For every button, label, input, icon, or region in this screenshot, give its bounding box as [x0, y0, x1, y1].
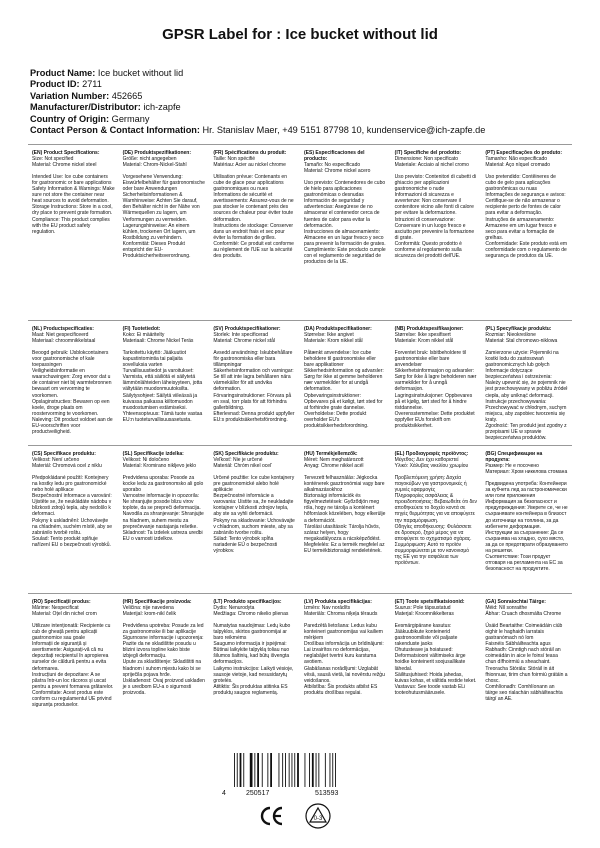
spec-heading: (DE) Produktspezifikationen:: [122, 150, 191, 156]
spec-heading: (ET) Toote spetsifikatsioonid:: [394, 599, 465, 605]
product-name-row: [30, 68, 485, 79]
product-id-row: [30, 79, 485, 90]
spec-text: Velikost: Není určeno Materiál: Chromová ocel z niklu Předpokládané použití: Kontejnery na kostky ledu pro gastronomické nebo holé aplikace Bezpečnostní informace a varování: Ujistěte se, že neukládáte nádobu v blízkosti zdrojů tepla, aby nedošlo k deformaci. Pokyny k uskladnění: Uchovávejte na chladném, suchém místě, aby se zabránilo tvorbě roštu. Soulad: Tento produkt splňuje nařízení EU o bezpečnosti výrobků.: [32, 457, 113, 548]
barcode-group-2: 513593: [315, 790, 339, 797]
spec-heading: (LV) Produkta specifikācijas:: [303, 599, 372, 605]
ce-mark-icon: [260, 805, 284, 827]
spec-heading: (SK) Špecifikácie produktu:: [213, 451, 279, 457]
spec-block-bg: [481, 451, 572, 583]
spec-text: Izmērs: Nav norādīts Materiāls: Chroma niķeļa tērauds Paredzētā lietošana: Ledus kubu konteineri gastronomijas vai kailiem mērķiem Drošības informācija un brīdinājumi: Lai izvairītos no deformācijas, neglabājiet tvertni kuru karstuma avotiem. Glabāšanas norādījumi: Uzglabāt vēsā, sausā vietā, lai novērstu režģu veidošanos. Atbilstība: Šis produkts atbilst ES produktu drošības regulai.: [303, 605, 385, 696]
barcode-bar: [325, 753, 326, 787]
spec-heading: (NL) Productspecificaties:: [32, 326, 94, 332]
barcode-bar: [262, 753, 263, 787]
spec-text: Koko: Ei määritelty Materiaali: Chrome Nickel Teräs Tarkoitettu käyttö: Jääkuutiot kapustintomintia tai paljaita sovelluksia varten Turvallisuustiedot ja varoitukset: Varmista, että säiliötä ei säilytetä lämmönlähteiden läheisyyteen, jotta vältytään muodonmuutoksilta. Säilytysohjeet: Säilytä viileässä ja kuivassa paikassa kiiltomuodon muodostumisen estämiseksi. Yhteensopivuus: Tämä tuote vastaa EU:n tuoteturvallisuusasetusta.: [122, 332, 203, 423]
spec-text: Veľkosť: Nie je určené Materiál: Chróm nikel oceľ Určené použitie: Ice cube kontajnery pre gastronomické alebo holé aplikácie Bezpečnostné informácie a varovania: Uistite sa, že neukladajte kontajner v blízkosti zdrojov tepla, aby ste sa vyhli deformácii. Pokyny na skladovanie: Uchovávajte v chladnom, suchom mieste, aby sa zabránilo tvorbe roštu. Súlad: Tento výrobok spĺňa nariadenie EÚ o bezpečnosti výrobkov.: [213, 457, 295, 554]
barcode-bar: [330, 753, 331, 787]
spec-heading: (RO) Specificații produs:: [32, 599, 91, 605]
barcode-bar: [292, 753, 293, 787]
page-title: GPSR Label for : Ice bucket without lid: [162, 26, 438, 43]
barcode-bar: [285, 753, 286, 787]
spec-heading: (EN) Product Specifications:: [32, 150, 100, 156]
spec-block-et: [391, 599, 482, 739]
product-name-label: Product Name:: [30, 68, 96, 78]
spec-row-1: [28, 150, 572, 298]
spec-text: Maat: Niet gespecificeerd Materiaal: chroomnikkelstaal Beoogd gebruik: IJsblokcontainers voor gastronomische of kale toepassingen Veiligheidsinformatie en waarschuwingen: Zorg ervoor dat u de container niet bij warmtebronnen bewaart om vervorming te voorkomen. Opslaginstructies: Bewaren op een koele, droge plaats om roostervorming te voorkomen. Naleving: Dit product voldoet aan de EU-voorschriften voor productveiligheid.: [32, 332, 113, 435]
spec-block-da: [300, 326, 391, 444]
spec-text: Size: Not specified Material: Chrome nickel steel Intended Use: Ice cube containers for gastronomic or bare applications Safety Information & Warnings: Make sure not store the container near heat sources to avoid deformation. Storage Instructions: Store in a cool, dry place to prevent grate formation. Compliance: This product complies with the EU product safety regulation.: [32, 156, 115, 235]
origin-row: [30, 114, 485, 125]
divider: [28, 144, 572, 145]
spec-block-fi: [119, 326, 210, 444]
spec-text: Tamaño: No especificado Material: Chrome nickel acero Uso previsto: Contenedores de cubo de hielo para aplicaciones gastronómicas o desnudas Información de seguridad y advertencias: Asegúrese de no almacenar el contenedor cerca de fuentes de calor para evitar la deformación. Instrucciones de almacenamiento: Almacene en un lugar fresco y seco para prevenir la formación de grates. Cumplimiento: Este producto cumple con el reglamento de seguridad de productos de la UE.: [303, 162, 386, 265]
spec-text: Størrelse: Ikke angivet Materiale: Krom nikkel stål Påtænkt anvendelse: Ice cube beholdere til gastronomiske eller bare applikationer Sikkerhedsinformation og advarsler: Sørg for ikke at gemme beholderen nær varmekilder for at undgå deformation. Opbevaringsinstruktioner: Opbevares på et køligt, tørt sted for at forhindre grate dannelse. Overholdelse: Dette produkt overholder EU's produktsikkerhedsforordning.: [303, 332, 384, 429]
manufacturer-row: [30, 102, 485, 113]
spec-text: Μέγεθος: Δεν έχει καθοριστεί Υλικό: Χάλυβας νικελίου χρωμίου Προβλεπόμενη χρήση: Δοχεία παγοκύβων για γαστρονομικές ή γυμνές εφαρμογές Πληροφορίες ασφάλειας & προειδοποιήσεις: Βεβαιωθείτε ότι δεν αποθηκεύετε το δοχείο κοντά σε πηγές θερμότητας για να αποφύγετε την παραμόρφωση. Οδηγίες αποθήκευσης: Φυλάσσετε σε δροσερό, ξηρό μέρος για να αποφύγετε το σχηματισμό σχάρας. Συμμόρφωση: Αυτό το προϊόν συμμορφώνεται με τον κανονισμό της ΕΕ για την ασφάλεια των προϊόντων.: [394, 457, 477, 566]
spec-text: Tamanho: Não especificado Material: Aço níquel cromado Uso pretendido: Contêineres de cubo de gelo para aplicações gastronômicas ou nuas Informações de segurança e avisos: Certifique-se de não armazenar o recipiente perto de fontes de calor para evitar a deformação. Instruções de armazenamento: Armazene em um lugar fresco e seco para evitar a formação de grelhas. Conformidade: Este produto está em conformidade com o regulamento de segurança de produtos da UE.: [485, 156, 568, 259]
spec-text: Mărime: Nespecificat Material: Oțel din nichel crom Utilizare intenționată: Recipiente cu cub de gheață pentru aplicații gastronomice sau goale Informații de siguranță și avertismente: Asigurați-vă că nu depozitați recipientul în apropierea surselor de căldură pentru a evita deformarea. Instrucțiuni de depozitare: A se păstra într-un loc răcoros și uscat pentru a preveni formarea grătarelor. Conformitate: Acest produs este conform cu regulamentul UE privind siguranța produselor.: [32, 605, 114, 708]
spec-text: Размер: Не е посочено Материал: Хром никелова стомана Предвидена употреба: Контейнери за кубчета лед за гастрономически или голи приложения Информация за безопасност и предупреждения: Уверете се, че не съхранявате контейнера в близост до източници на топлина, за да избегнете деформация. Инструкции за съхранение: Да се съхранява на хладно, сухо място, за да се предотврати образуването на решетки. Съответствие: Този продукт отговаря на регламента на ЕС за безопасност на продуктите.: [485, 463, 568, 572]
barcode-bar: [289, 753, 290, 787]
spec-text: Méret: Nem meghatározott Anyag: Chrome nikkel acél Tervezett felhasználás: Jégkocka konténerek gasztronómiai vagy bare alkalmazásokhoz Biztonsági információk és figyelmeztetések: Győződjön meg róla, hogy ne tárolja a konténert hőforrások közelében, hogy elkerülje a deformációt. Tárolási utasítások: Tárolja hűvös, száraz helyen, hogy megakadályozza a rácsképződést. Megfelelés: Ez a termék megfelel az EU termékbiztonsági rendeletének.: [303, 457, 386, 554]
spec-block-el: [391, 451, 482, 583]
product-id-label: Product ID:: [30, 79, 80, 90]
barcode-bar: [297, 753, 299, 787]
spec-block-ga: [481, 599, 572, 739]
spec-text: Méid: Níl sonraithe Ábhar: Cruach dhosmálta Chrome Úsáid Beartaithe: Coimeádáin ciúb oighir le haghaidh iarratais gastranómach nó lom Faisnéis Sábháilteachta agus Rabhadh: Cinntigh nach stóráil an coimeádán in aice le foinsí teasa chun dífhoirmiú a sheachaint. Treoracha Stórála: Stóráil in áit fhionnuar, tirim chun foirmiú grátáin a chosc. Comhlíonadh: Comhlíonann an táirge seo rialachán sábháilteachta táirgí an AE.: [485, 605, 568, 702]
origin-value: Germany: [111, 113, 150, 124]
barcode-bar: [312, 753, 314, 787]
spec-text: Suurus: Pole täpsustatud Materjal: Kroomnikkelteras Eesmärgipärane kasutus: Jääkuubikute konteinerid gastronoomiliste või paljaste rakenduste jaoks Ohutusteave ja hoiatused: Deformatsiooni vältimiseks ärge hoidke konteinerit soojusallikate lähedal. Säilitusjuhised: Hoida jahedas, kuivas kohas, et vältida restide teket. Vastavus: See toode vastab ELi tooteohutusmäärusele.: [394, 605, 477, 696]
contact-label: Contact Person & Contact Information:: [30, 125, 200, 136]
spec-text: Størrelse: Ikke spesifisert Materiale: Krom nikkel stål Forventet bruk: Isbitbeholdere til gastronomiske eller bare anvendelser Sikkerhetsinformasjon og advarsler: Sørg for ikke å lagre beholderen nær varmekilder for å unngå deformasjon. Lagringsinstruksjoner: Oppbevares på et kjølig, tørt sted for å hindre ristdannelse. Overensstemmelse: Dette produktet oppfyller EUs forskrift om produktsikkerhet.: [394, 332, 477, 429]
spec-block-sl: [119, 451, 210, 583]
spec-block-es: [300, 150, 391, 298]
spec-heading: (HR) Specifikacije proizvoda:: [122, 599, 192, 605]
spec-block-de: [119, 150, 210, 298]
barcode-bar: [305, 753, 306, 787]
barcode-bar: [257, 753, 259, 787]
barcode-bar: [267, 753, 268, 787]
spec-block-sk: [209, 451, 300, 583]
spec-heading: (PT) Especificações do produto:: [485, 150, 563, 156]
spec-block-pt: [481, 150, 572, 298]
contact-row: [30, 125, 485, 136]
spec-block-ro: [28, 599, 119, 739]
spec-heading: (SL) Specifikacije izdelka:: [122, 451, 184, 457]
spec-heading: (PL) Specyfikacje produktu:: [485, 326, 552, 332]
spec-block-nl: [28, 326, 119, 444]
barcode-group-1: 250517: [246, 790, 270, 797]
spec-heading: (IT) Specifiche del prodotto:: [394, 150, 462, 156]
barcode-left-digit: 4: [222, 790, 226, 797]
spec-block-en: [28, 150, 119, 298]
barcode-bar: [250, 753, 253, 787]
spec-heading: (HU) Termékjellemzők:: [303, 451, 358, 457]
spec-heading: (ES) Especificaciones del producto:: [303, 150, 365, 163]
spec-text: Velikost: Ni določeno Material: Kromirano nikljevo jeklo Predvidena uporaba: Posode za kocke ledu za gastronomsko ali golo uporabo Varnostne informacije in opozorila: Ne shranjujte posode blizu virov toplote, da se prepreči deformacija. Navodila za shranjevanje: Shranjujte na hladnem, suhem mestu za preprečevanje nastajanja rešetke. Skladnost: Ta izdelek ustreza uredbi EU o varnosti izdelkov.: [122, 457, 204, 542]
barcode-bar: [309, 753, 310, 787]
variation-value: 452665: [111, 90, 143, 101]
spec-heading: (BG) Спецификации на продукта:: [485, 451, 543, 464]
ean-barcode-icon: [230, 753, 370, 793]
barcode-bar: [282, 753, 283, 787]
spec-heading: (CS) Specifikace produktu:: [32, 451, 96, 457]
divider: [28, 320, 572, 321]
spec-heading: (FI) Tuotetiedot:: [122, 326, 161, 332]
manufacturer-value: ich-zapfe: [143, 102, 181, 113]
spec-text: Rozmiar: Nieokreślone Materiał: Stal chromowo-niklowa Zamierzone użycie: Pojemniki na kostki lodu do zastosowań gastronomicznych lub gołych Informacje dotyczące bezpieczeństwa i ostrzeżenia: Należy upewnić się, że pojemnik nie jest przechowywany w pobliżu źródeł ciepła, aby uniknąć deformacji. Instrukcje przechowywania: Przechowywać w chłodnym, suchym miejscu, aby zapobiec tworzeniu się kraty. Zgodność: Ten produkt jest zgodny z przepisami UE w sprawie bezpieczeństwa produktów.: [485, 332, 568, 441]
spec-heading: (DA) Produktspecifikationer:: [303, 326, 372, 332]
spec-block-fr: [209, 150, 300, 298]
spec-heading: (EL) Προδιαγραφές προϊόντος:: [394, 451, 469, 457]
spec-row-4: [28, 599, 572, 739]
spec-block-cs: [28, 451, 119, 583]
barcode-bar: [234, 753, 235, 787]
barcode-bar: [254, 753, 255, 787]
variation-label: Variation Number:: [30, 90, 110, 101]
spec-heading: (NB) Produktspesifikasjoner:: [394, 326, 464, 332]
recycling-triangle-icon: [305, 803, 331, 829]
spec-heading: (FR) Spécifications du produit:: [213, 150, 287, 156]
spec-heading: (LT) Produkto specifikacijos:: [213, 599, 282, 605]
spec-block-lv: [300, 599, 391, 739]
product-name-value: Ice bucket without lid: [97, 68, 184, 78]
spec-text: Größe: nicht angegeben Material: Chrom-Nickel-Stahl Vorgesehene Verwendung: Eiswürfelbehälter für gastronomische oder bare Anwendungen Sicherheitsinformationen & Warnhinweise: Achten Sie darauf, den Behälter nicht in der Nähe von Wärmequellen zu lagern, um Verformungen zu vermeiden. Lagerungshinweise: An einem kühlen, trockenen Ort lagern, um Rostbildung zu verhindern. Konformität: Dieses Produkt entspricht der EU-Produktsicherheitsverordnung.: [122, 156, 205, 259]
barcode-bar: [335, 753, 336, 787]
spec-text: Veličina: nije navedena Materijal: krom-nikl čelik Predviđena upotreba: Posude za led za gastronomske ili bar aplikacije Sigurnosne informacije i upozorenja: Pazite da ne skladištite posudu u blizini izvora topline kako biste izbjegli deformaciju. Upute za skladištenje: Skladištiti na hladnom i suhom mjestu kako bi se spriječila pojava hrđe. Usklađenost: Ovaj proizvod usklađen je s uredbom EU-a o sigurnosti proizvoda.: [122, 605, 205, 696]
spec-row-3: [28, 451, 572, 583]
barcode-bar: [294, 753, 295, 787]
divider: [28, 593, 572, 594]
barcode-bar: [243, 753, 244, 787]
barcode-bar: [240, 753, 242, 787]
spec-text: Dydis: Nenurodyta Medžiaga: Chromo nikelio plienas Numatytas naudojimas: Ledų kubo talpyklos, skirtos gastronomijai ar baro reikmėms Saugumo informacija ir įspėjimai: Būtinai laikykite talpyklą toliau nuo šilumos šaltinių, kad būtų išvengta deformacijos. Laikymo instrukcijos: Laikyti vėsioje, sausoje vietoje, kad nesusidarytų grotelės. Atitiktis: Šis produktas atitinka ES produktų saugos reglamentą.: [213, 605, 294, 696]
recycle-code: 0-3: [313, 816, 323, 822]
spec-block-pl: [481, 326, 572, 444]
barcode-bar: [279, 753, 280, 787]
spec-block-hu: [300, 451, 391, 583]
barcode-bar: [332, 753, 333, 787]
spec-text: Dimensione: Non specificato Materiale: Acciaio al nichel cromo Uso previsto: Contenitori di cubetti di ghiaccio per applicazioni gastronomiche o nude Informazioni di sicurezza e avvertenze: Non conservare il contenitore vicino alle fonti di calore per evitare la deformazione. Istruzioni di conservazione: Conservare in un luogo fresco e asciutto per prevenire la formazione di grate. Conformità: Questo prodotto è conforme al regolamento sulla sicurezza dei prodotti dell'UE.: [394, 156, 477, 259]
variation-row: [30, 91, 485, 102]
spec-heading: (GA) Sonraíochtaí Táirge:: [485, 599, 546, 605]
divider: [28, 445, 572, 446]
spec-text: Taille: Non spécifié Matériau: Acier au nickel chrome Utilisation prévue: Contenants en cube de glace pour applications gastronomiques ou nues Informations de sécurité et avertissements: Assurez-vous de ne pas stocker le contenant près des sources de chaleur pour éviter toute déformation. Instructions de stockage: Conserver dans un endroit frais et sec pour éviter la formation de grilles. Conformité: Ce produit est conforme au règlement de l'UE sur la sécurité des produits.: [213, 156, 294, 259]
barcode-bar: [237, 753, 238, 787]
spec-heading: (SV) Produktspecifikationer:: [213, 326, 281, 332]
origin-label: Country of Origin:: [30, 113, 110, 124]
barcode-bar: [270, 753, 272, 787]
spec-block-lt: [209, 599, 300, 739]
barcode-bar: [316, 753, 317, 787]
barcode-bar: [318, 753, 319, 787]
spec-block-nb: [391, 326, 482, 444]
manufacturer-label: Manufacturer/Distributor:: [30, 102, 141, 113]
spec-row-2: [28, 326, 572, 444]
spec-block-hr: [119, 599, 210, 739]
spec-text: Storlek: Inte specificerad Material: Chrome nickel stål Avsedd användning: Iskubbehållare för gastronomiska eller bara tillämpningar Säkerhetsinformation och varningar: Se till att inte lagra behållaren nära värmekällor för att undvika deformation. Förvaringsinstruktioner: Förvara på en sval, torr plats för att förhindra gallerbildning. Efterlevnad: Denna produkt uppfyller EU:s produktsäkerhetsförordning.: [213, 332, 295, 423]
spec-block-sv: [209, 326, 300, 444]
product-id-value: 2711: [82, 79, 102, 90]
spec-block-it: [391, 150, 482, 298]
product-info: [30, 68, 485, 136]
contact-value: Hr. Stanislav Maer, +49 5151 87798 10, kundenservice@ich-zapfe.de: [202, 125, 486, 136]
